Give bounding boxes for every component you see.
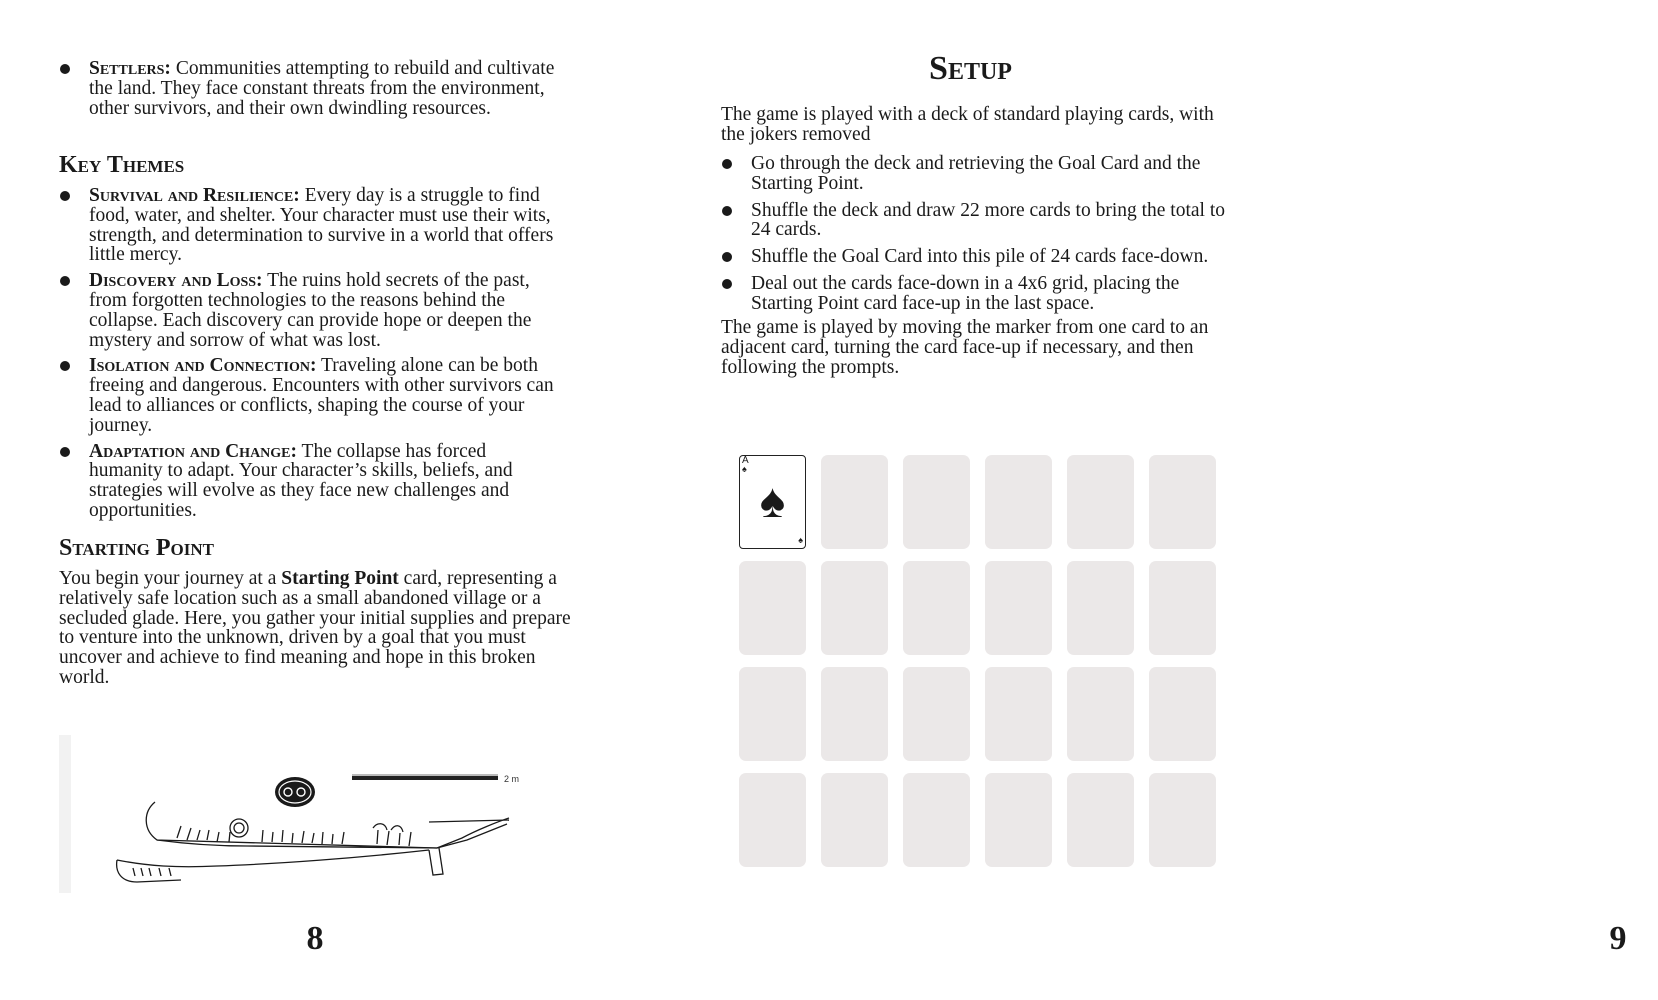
right-page bbox=[647, 0, 1627, 1000]
boat-carving bbox=[117, 802, 509, 882]
definition: The ruins hold secrets of the past, from forgotten technologies to the reasons behind the collapse. Each discovery can provide hope or deepen the mystery and sorrow of what was lost. bbox=[89, 270, 532, 351]
spade-icon: ♠ bbox=[742, 464, 747, 474]
card-slot bbox=[903, 561, 970, 655]
term: Adaptation and Change: bbox=[89, 440, 298, 462]
settlers-list bbox=[59, 59, 559, 124]
bold-term: Starting Point bbox=[281, 568, 399, 589]
card-slot bbox=[903, 667, 970, 761]
card-rank: A bbox=[742, 455, 749, 466]
term: Survival and Resilience: bbox=[89, 185, 300, 206]
setup-intro: The game is played with a deck of standard playing cards, with the jokers removed bbox=[721, 104, 1214, 145]
card-slot bbox=[739, 773, 806, 867]
starting-point-card bbox=[739, 455, 806, 549]
key-themes-list bbox=[59, 186, 559, 527]
card-slot bbox=[821, 561, 888, 655]
card-slot bbox=[1149, 455, 1216, 549]
card-slot bbox=[739, 667, 806, 761]
list-item: Go through the deck and retrieving the Goal Card and the Starting Point. bbox=[721, 154, 1241, 194]
text-run: card, representing a relatively safe location such as a small abandoned village or a secluded glade. Here, you gather your initial supplies and prepare to venture into the unknown, driven by a goal that you must uncover and achieve to find meaning and hope in this broken world. bbox=[59, 568, 571, 688]
definition: The collapse has forced humanity to adapt. Your character’s skills, beliefs, and strategies will evolve as they face new challenges and opportunities. bbox=[89, 440, 513, 521]
starting-point-paragraph bbox=[59, 569, 574, 688]
key-themes-heading: Key Themes bbox=[59, 152, 185, 178]
card-grid bbox=[739, 455, 1216, 867]
card-slot bbox=[821, 455, 888, 549]
page-number: 8 bbox=[306, 920, 324, 957]
scan-edge bbox=[59, 735, 71, 893]
term: Discovery and Loss: bbox=[89, 270, 263, 292]
list-item: Shuffle the deck and draw 22 more cards to bring the total to 24 cards. bbox=[721, 201, 1241, 241]
card-slot bbox=[1149, 773, 1216, 867]
card-slot bbox=[1067, 773, 1134, 867]
spiral-stone bbox=[275, 777, 315, 807]
card-slot bbox=[985, 773, 1052, 867]
card-slot bbox=[1149, 561, 1216, 655]
scale-label: 2 m bbox=[504, 774, 520, 784]
list-item bbox=[59, 186, 559, 265]
card-slot bbox=[1067, 561, 1134, 655]
text-run: You begin your journey at a bbox=[59, 568, 282, 589]
definition: Communities attempting to rebuild and cultivate the land. They face constant threats from the environment, other survivors, and their own dwindling resources. bbox=[89, 58, 555, 119]
definition: Every day is a struggle to find food, water, and shelter. Your character must use their wits, strength, and determination to survive in a world that offers little mercy. bbox=[89, 185, 554, 266]
card-slot bbox=[1149, 667, 1216, 761]
term: Isolation and Connection: bbox=[89, 355, 317, 377]
list-item bbox=[59, 271, 559, 350]
page-number: 9 bbox=[1609, 920, 1627, 957]
card-slot bbox=[821, 667, 888, 761]
card-slot bbox=[985, 561, 1052, 655]
list-item: Deal out the cards face-down in a 4x6 grid, placing the Starting Point card face-up in the last space. bbox=[721, 274, 1241, 314]
spade-icon: ♠ bbox=[759, 475, 786, 528]
card-slot bbox=[821, 773, 888, 867]
setup-title: Setup bbox=[929, 50, 1012, 87]
definition: Traveling alone can be both freeing and dangerous. Encounters with other survivors can lead to alliances or conflicts, shaping the course of your journey. bbox=[89, 355, 554, 436]
list-item bbox=[59, 356, 559, 435]
card-slot bbox=[1067, 455, 1134, 549]
setup-steps-list bbox=[721, 154, 1241, 321]
card-slot bbox=[903, 455, 970, 549]
term: Settlers: bbox=[89, 58, 171, 79]
scale-bar bbox=[352, 774, 519, 784]
rock-carving-illustration bbox=[57, 730, 527, 895]
card-slot bbox=[985, 667, 1052, 761]
card-slot bbox=[739, 561, 806, 655]
card-slot bbox=[985, 455, 1052, 549]
starting-point-heading: Starting Point bbox=[59, 535, 214, 561]
card-slot bbox=[1067, 667, 1134, 761]
left-page bbox=[0, 0, 647, 1000]
setup-after-paragraph: The game is played by moving the marker from one card to an adjacent card, turning the card face-up if necessary, and then following the prompts. bbox=[721, 317, 1209, 378]
list-item: Shuffle the Goal Card into this pile of 24 cards face-down. bbox=[721, 247, 1241, 267]
spade-icon: ♠ bbox=[798, 535, 803, 545]
list-item bbox=[59, 442, 559, 521]
list-item bbox=[59, 59, 559, 118]
card-slot bbox=[903, 773, 970, 867]
